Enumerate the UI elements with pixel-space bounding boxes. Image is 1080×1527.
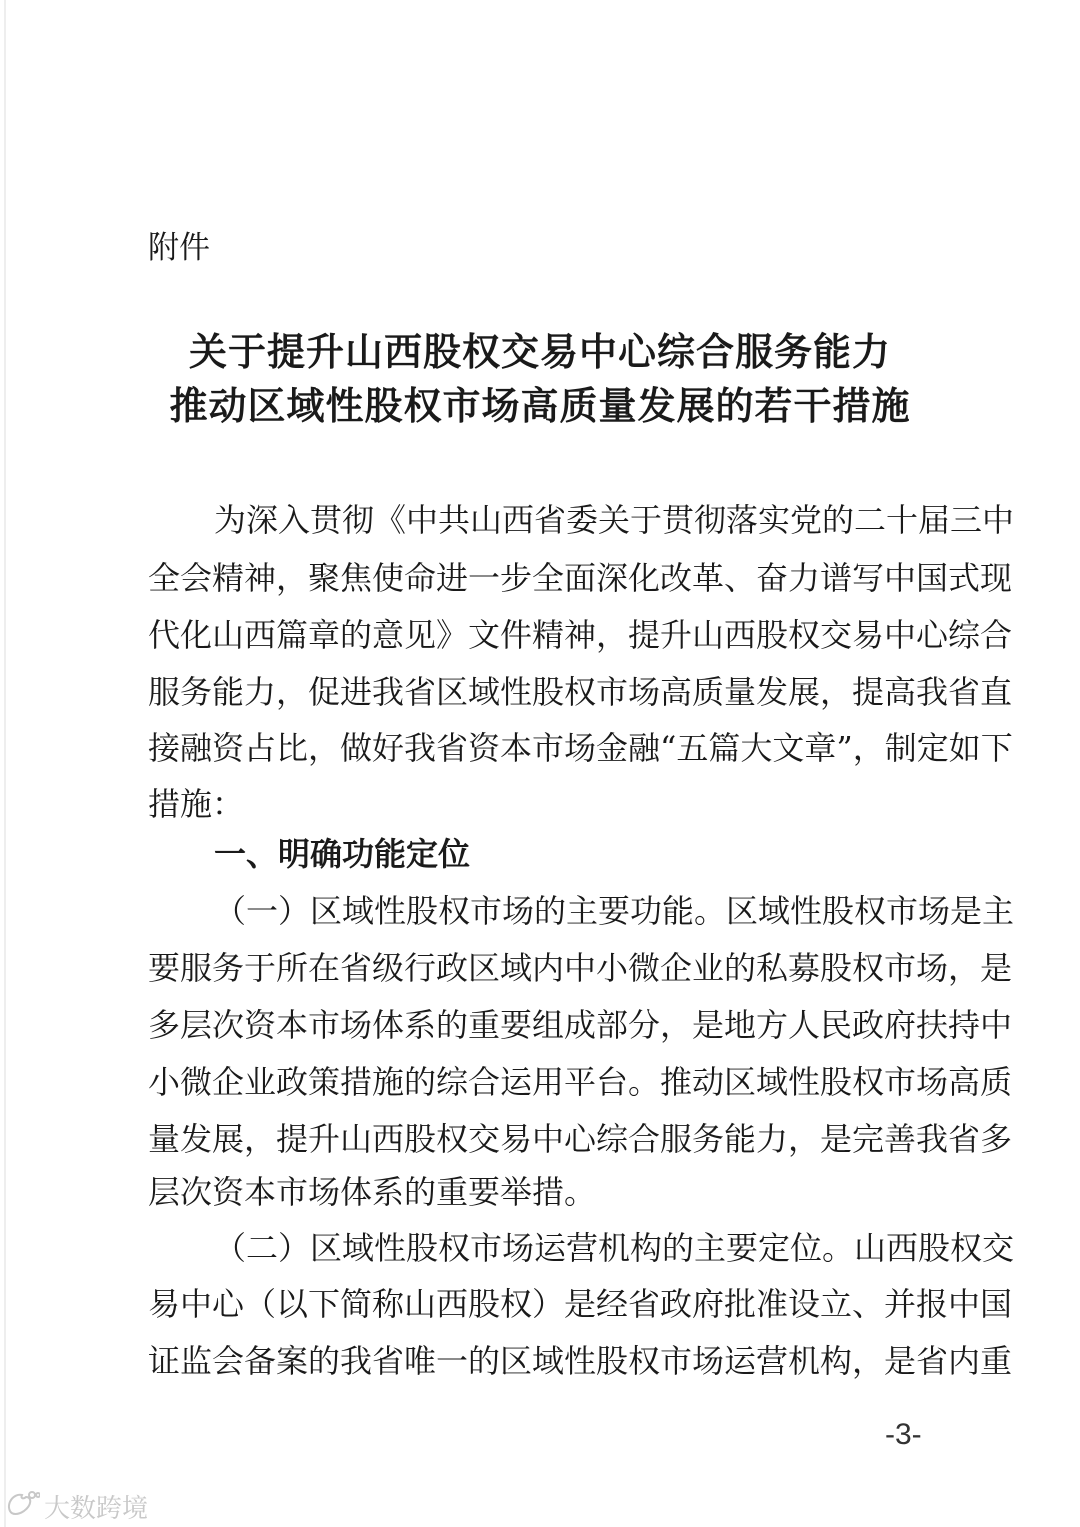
page-number: -3- (885, 1418, 922, 1451)
intro-line: 为深入贯彻《中共山西省委关于贯彻落实党的二十届三中 (214, 501, 1015, 539)
intro-line: 服务能力，促进我省区域性股权市场高质量发展，提高我省直 (148, 673, 1013, 711)
item-1-line: 要服务于所在省级行政区域内中小微企业的私募股权市场，是 (148, 949, 1013, 987)
intro-line: 接融资占比，做好我省资本市场金融“五篇大文章”，制定如下 (148, 729, 1013, 767)
item-2-line: 易中心（以下简称山西股权）是经省政府批准设立、并报中国 (148, 1285, 1013, 1323)
attachment-label: 附件 (148, 230, 210, 266)
intro-line: 代化山西篇章的意见》文件精神，提升山西股权交易中心综合 (148, 616, 1013, 654)
item-1-line: （一）区域性股权市场的主要功能。区域性股权市场是主 (214, 892, 1015, 930)
scan-edge (4, 0, 6, 1527)
intro-line: 措施： (148, 785, 245, 823)
title-line-2: 推动区域性股权市场高质量发展的若干措施 (169, 383, 911, 428)
weibo-logo-icon (6, 1489, 40, 1524)
item-1-line: 层次资本市场体系的重要举措。 (148, 1173, 597, 1211)
watermark (6, 1488, 148, 1525)
intro-line: 全会精神，聚焦使命进一步全面深化改革、奋力谱写中国式现 (148, 559, 1013, 597)
item-1-line: 多层次资本市场体系的重要组成部分，是地方人民政府扶持中 (148, 1006, 1013, 1044)
section-heading: 一、明确功能定位 (214, 835, 471, 873)
item-1-line: 小微企业政策措施的综合运用平台。推动区域性股权市场高质 (148, 1063, 1013, 1101)
item-1-line: 量发展，提升山西股权交易中心综合服务能力，是完善我省多 (148, 1120, 1013, 1158)
title-line-1: 关于提升山西股权交易中心综合服务能力 (188, 329, 891, 374)
item-2-line: 证监会备案的我省唯一的区域性股权市场运营机构，是省内重 (148, 1342, 1013, 1380)
watermark-text: 大数跨境 (44, 1494, 149, 1524)
item-2-line: （二）区域性股权市场运营机构的主要定位。山西股权交 (214, 1229, 1015, 1267)
